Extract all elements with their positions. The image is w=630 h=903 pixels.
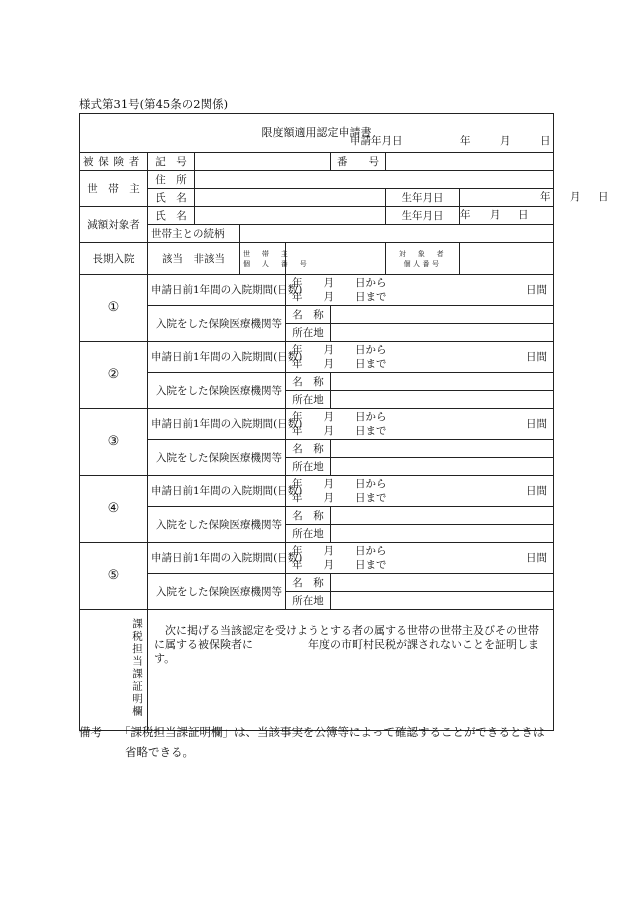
tax-cert-label: 課税担当課証明欄 — [80, 610, 148, 731]
stay-period-field[interactable] — [286, 342, 554, 373]
insured-label: 被保険者 — [80, 153, 148, 171]
stay-number: ④ — [80, 476, 148, 543]
householder-birth-field[interactable] — [460, 189, 609, 207]
stay-period-field[interactable] — [286, 543, 554, 574]
note-line-2: 省略できる。 — [125, 745, 194, 759]
stay-location-field[interactable] — [331, 458, 554, 476]
stay-block-5 — [80, 543, 554, 574]
subject-id-label — [386, 243, 460, 275]
stay-name-label: 名 称 — [286, 306, 331, 324]
application-date-label: 申請年月日 — [350, 135, 403, 147]
stay-facility-label: 入院をした保険医療機関等 — [148, 574, 286, 610]
date-day: 日 — [540, 135, 551, 147]
subject-id-label-1: 対 象 者 — [398, 249, 447, 258]
stay-period-label: 申請日前1年間の入院期間(日数) — [148, 476, 286, 507]
application-form — [79, 113, 609, 731]
number-label: 番 号 — [331, 153, 386, 171]
householder-name-label: 氏 名 — [148, 189, 195, 207]
stay-period-field[interactable] — [286, 476, 554, 507]
stay-block-1 — [80, 275, 554, 306]
stay-period-label: 申請日前1年間の入院期間(日数) — [148, 543, 286, 574]
stay-location-label: 所在地 — [286, 391, 331, 409]
stay-days: 日間 — [526, 418, 547, 430]
subject-name-field[interactable] — [195, 207, 386, 225]
stay-days: 日間 — [526, 552, 547, 564]
subject-id-label-2: 個人番号 — [403, 259, 442, 268]
householder-id-field[interactable] — [286, 243, 386, 275]
stay-to: 年 月 日まで — [292, 291, 387, 303]
stay-days: 日間 — [526, 351, 547, 363]
stay-block-2 — [80, 342, 554, 373]
stay-period-field[interactable] — [286, 275, 554, 306]
stay-number: ② — [80, 342, 148, 409]
date-year: 年 — [460, 135, 471, 147]
stay-location-label: 所在地 — [286, 324, 331, 342]
householder-name-field[interactable] — [195, 189, 386, 207]
stay-name-field[interactable] — [331, 507, 554, 525]
tax-cert-text: 次に掲げる当該認定を受けようとする者の属する世帯の世帯主及びその世帯に属する被保険者に 年度の市町村民税が課されないことを証明します。 — [148, 610, 554, 731]
stay-facility-label: 入院をした保険医療機関等 — [148, 306, 286, 342]
number-field[interactable] — [386, 153, 554, 171]
stay-facility-label: 入院をした保険医療機関等 — [148, 440, 286, 476]
birth-month-unit: 月 — [570, 191, 581, 203]
householder-address-label: 住 所 — [148, 171, 195, 189]
stay-to: 年 月 日まで — [292, 559, 387, 571]
stay-location-label: 所在地 — [286, 525, 331, 543]
stay-name-label: 名 称 — [286, 440, 331, 458]
stay-name-field[interactable] — [331, 440, 554, 458]
form-number: 様式第31号(第45条の2関係) — [79, 97, 229, 111]
stay-from: 年 月 日から — [292, 277, 387, 289]
form-title: 限度額適用認定申請書 — [261, 126, 372, 139]
stay-days: 日間 — [526, 485, 547, 497]
form-header — [80, 114, 554, 153]
stay-location-label: 所在地 — [286, 592, 331, 610]
subject-label: 減額対象者 — [80, 207, 148, 243]
stay-to: 年 月 日まで — [292, 425, 387, 437]
stay-location-field[interactable] — [331, 324, 554, 342]
relation-label: 世帯主との続柄 — [148, 225, 240, 243]
stay-name-label: 名 称 — [286, 507, 331, 525]
symbol-field[interactable] — [195, 153, 331, 171]
long-term-label: 長期入院 — [80, 243, 148, 275]
subject-birth-year-unit: 年 — [460, 209, 471, 221]
stay-name-label: 名 称 — [286, 373, 331, 391]
stay-from: 年 月 日から — [292, 478, 387, 490]
stay-from: 年 月 日から — [292, 411, 387, 423]
householder-id-label-1: 世 帯 主 — [243, 249, 291, 258]
stay-block-3 — [80, 409, 554, 440]
householder-id-label-2: 個 人 番 号 — [243, 259, 310, 268]
subject-id-field[interactable] — [460, 243, 554, 275]
stay-number: ⑤ — [80, 543, 148, 610]
stay-name-field[interactable] — [331, 574, 554, 592]
birth-year-unit: 年 — [540, 191, 551, 203]
note-line-1: 「課税担当課証明欄」は、当該事実を公簿等によって確認することができるときは — [119, 725, 545, 739]
stay-period-label: 申請日前1年間の入院期間(日数) — [148, 409, 286, 440]
stay-period-label: 申請日前1年間の入院期間(日数) — [148, 342, 286, 373]
subject-birth-month-unit: 月 — [490, 209, 501, 221]
stay-period-field[interactable] — [286, 409, 554, 440]
subject-birth-day-unit: 日 — [518, 209, 529, 221]
stay-number: ① — [80, 275, 148, 342]
stay-location-label: 所在地 — [286, 458, 331, 476]
date-month: 月 — [500, 135, 511, 147]
stay-to: 年 月 日まで — [292, 492, 387, 504]
householder-address-field[interactable] — [195, 171, 554, 189]
householder-id-label — [240, 243, 310, 275]
stay-facility-label: 入院をした保険医療機関等 — [148, 507, 286, 543]
subject-birth-field[interactable] — [460, 207, 554, 225]
householder-label: 世 帯 主 — [80, 171, 148, 207]
stay-from: 年 月 日から — [292, 545, 387, 557]
stay-name-field[interactable] — [331, 373, 554, 391]
stay-block-4 — [80, 476, 554, 507]
stay-facility-label: 入院をした保険医療機関等 — [148, 373, 286, 409]
stay-name-label: 名 称 — [286, 574, 331, 592]
stay-name-field[interactable] — [331, 306, 554, 324]
note-label: 備考 — [79, 725, 102, 739]
birth-day-unit: 日 — [598, 191, 609, 203]
stay-days: 日間 — [526, 284, 547, 296]
stay-location-field[interactable] — [331, 391, 554, 409]
stay-number: ③ — [80, 409, 148, 476]
stay-location-field[interactable] — [331, 525, 554, 543]
subject-name-label: 氏 名 — [148, 207, 195, 225]
symbol-label: 記 号 — [148, 153, 195, 171]
stay-to: 年 月 日まで — [292, 358, 387, 370]
stay-from: 年 月 日から — [292, 344, 387, 356]
long-term-options[interactable]: 該当 非該当 — [148, 243, 240, 275]
stay-period-label: 申請日前1年間の入院期間(日数) — [148, 275, 286, 306]
relation-field[interactable] — [240, 225, 554, 243]
subject-birth-label: 生年月日 — [386, 207, 460, 225]
householder-birth-label: 生年月日 — [386, 189, 460, 207]
stay-location-field[interactable] — [331, 592, 554, 610]
